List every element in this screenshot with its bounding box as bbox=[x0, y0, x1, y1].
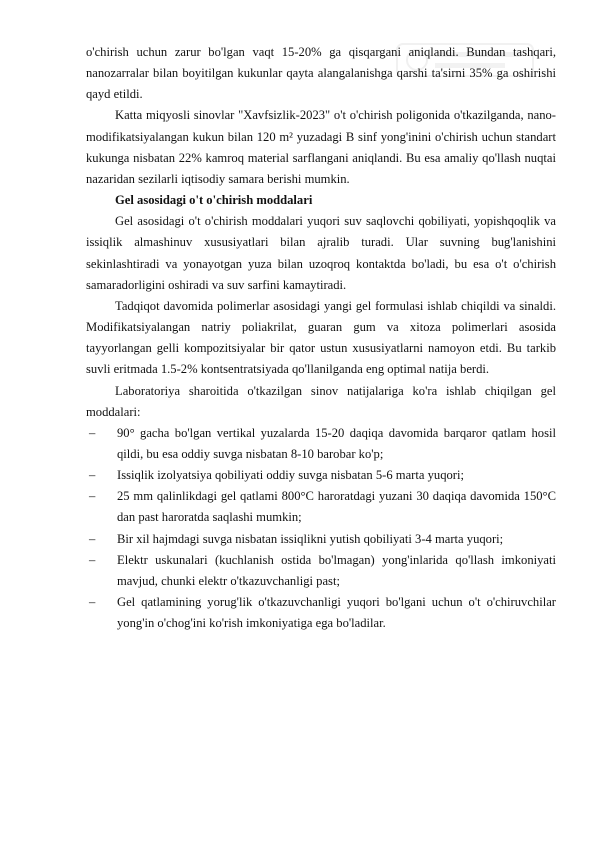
list-item bbox=[86, 423, 556, 465]
section-heading: Gel asosidagi o't o'chirish moddalari bbox=[115, 193, 313, 208]
paragraph-large-scale-tests: Katta miqyosli sinovlar "Xavfsizlik-2023" o't o'chirish poligonida o'tkazilganda, nano-modifikatsiyalangan kukun bilan 120 m² yuzadagi B sinf yong'inini o'chirish uchun standart kukunga nisbatan 22% kamroq material sarflangani aniqlandi. Bu esa amaliy qo'llash nuqtai nazaridan sezilarli iqtisodiy samara berishi mumkin. bbox=[86, 108, 556, 186]
list-marker: – bbox=[89, 531, 96, 546]
list-item bbox=[86, 550, 556, 592]
list-item-text: 25 mm qalinlikdagi gel qatlami 800°C haroratdagi yuzani 30 daqiqa davomida 150°C dan past haroratda saqlashi mumkin; bbox=[117, 489, 556, 525]
list-marker: – bbox=[89, 489, 96, 504]
list-item bbox=[86, 486, 556, 528]
list-item-text: 90° gacha bo'lgan vertikal yuzalarda 15-20 daqiqa davomida barqaror qatlam hosil qildi, bu esa oddiy suvga nisbatan 8-10 barobar ko'p; bbox=[117, 425, 556, 461]
list-item bbox=[86, 465, 556, 486]
list-marker: – bbox=[89, 595, 96, 610]
paragraph-lab-results: Laboratoriya sharoitida o'tkazilgan sinov natijalariga ko'ra ishlab chiqilgan gel moddalari: bbox=[86, 383, 556, 419]
list-item bbox=[86, 592, 556, 634]
list-marker: – bbox=[89, 425, 96, 440]
paragraph-research: Tadqiqot davomida polimerlar asosidagi yangi gel formulasi ishlab chiqildi va sinaldi. Modifikatsiyalangan natriy poliakrilat, guaran gum va xitoza polimerlari asosida tayyorlangan gelli kompozitsiyalar bir qator ustun xususiyatlarni namoyon etdi. Bu tarkib suvli eritmada 1.5-2% kontsentratsiyada qo'llanilganda eng optimal natija berdi. bbox=[86, 298, 556, 377]
paragraph-gel-intro: Gel asosidagi o't o'chirish moddalari yuqori suv saqlovchi qobiliyati, yopishqoqlik va issiqlik almashinuv xususiyatlari bilan ajralib turadi. Ular suvning bug'lanishini sekinlashtiradi va yonayotgan yuza bilan uzoqroq kontaktda bo'ladi, bu esa o't o'chirish samaradorligini oshiradi va suv sarfini kamaytiradi. bbox=[86, 214, 556, 292]
list-marker: – bbox=[89, 468, 96, 483]
results-list bbox=[86, 423, 556, 635]
document-body bbox=[86, 42, 556, 634]
list-item-text: Issiqlik izolyatsiya qobiliyati oddiy suvga nisbatan 5-6 marta yuqori; bbox=[117, 468, 464, 483]
list-item bbox=[86, 529, 556, 550]
list-item-text: Bir xil hajmdagi suvga nisbatan issiqlikni yutish qobiliyati 3-4 marta yuqori; bbox=[117, 531, 504, 546]
list-item-text: Elektr uskunalari (kuchlanish ostida bo'lmagan) yong'inlarida qo'llash imkoniyati mavjud, chunki elektr o'tkazuvchanligi past; bbox=[117, 552, 556, 588]
list-item-text: Gel qatlamining yorug'lik o'tkazuvchanligi yuqori bo'lgani uchun o't o'chiruvchilar yong'in o'chog'ini ko'rish imkoniyatiga ega bo'ladilar. bbox=[117, 595, 556, 631]
paragraph-continued: o'chirish uchun zarur bo'lgan vaqt 15-20% ga qisqargani aniqlandi. Bundan tashqari, nanozarralar bilan boyitilgan kukunlar qayta alangalanishga qarshi ta'sirni 35% ga oshirishi qayd etildi. bbox=[86, 45, 556, 102]
list-marker: – bbox=[89, 552, 96, 567]
